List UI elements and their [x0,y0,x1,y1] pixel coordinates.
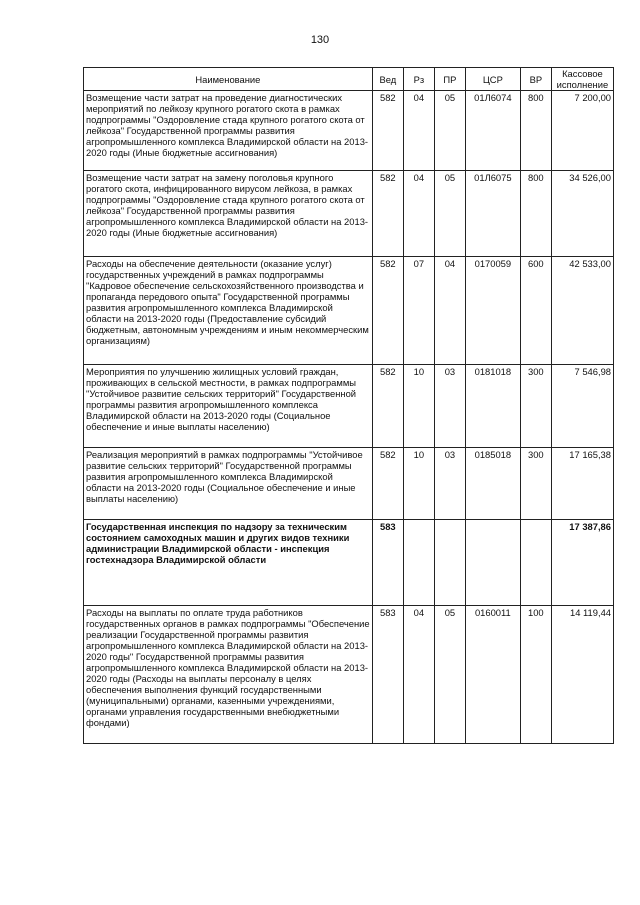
row-name: Расходы на выплаты по оплате труда работников государственных органов в рамках подпрограммы "Обеспечение реализации Государственной программы развития агропромышленного комплекса Владимирской области на 2013-2020 годы" Государственной программы развития агропромышленного комплекса Владимирской области на 2013-2020 годы (Расходы на выплаты персоналу в целях обеспечения выполнения функций государственными (муниципальными) органами, казенными учреждениями, органами управления государственными внебюджетными фондами) [84,606,373,744]
table-row [84,448,614,520]
row-ved: 582 [372,171,403,257]
row-vr: 600 [520,257,551,365]
row-ved: 583 [372,520,403,606]
row-pr: 04 [434,257,465,365]
row-csr: 01Л6074 [465,91,520,171]
row-csr: 0185018 [465,448,520,520]
table-row [84,365,614,448]
page-number: 130 [310,34,330,46]
table-row [84,257,614,365]
row-ved: 582 [372,91,403,171]
table-row [84,171,614,257]
row-rz: 10 [403,365,434,448]
row-pr: 03 [434,365,465,448]
row-name: Возмещение части затрат на проведение диагностических мероприятий по лейкозу крупного рогатого скота в рамках подпрограммы "Оздоровление стада крупного рогатого скота от лейкоза" Государственной программы развития агропромышленного комплекса Владимирской области на 2013-2020 годы (Иные бюджетные ассигнования) [84,91,373,171]
row-name: Возмещение части затрат на замену поголовья крупного рогатого скота, инфицированного вирусом лейкоза, в рамках подпрограммы "Оздоровление стада крупного рогатого скота от лейкоза" Государственной программы развития агропромышленного комплекса Владимирской области на 2013-2020 годы (Иные бюджетные ассигнования) [84,171,373,257]
row-ved: 582 [372,365,403,448]
row-ved: 582 [372,257,403,365]
row-ved: 582 [372,448,403,520]
row-rz [403,520,434,606]
row-rz: 04 [403,606,434,744]
row-rz: 07 [403,257,434,365]
row-vr: 300 [520,365,551,448]
row-rz: 10 [403,448,434,520]
budget-table [83,67,614,744]
header-csr: ЦСР [465,68,520,91]
row-csr: 0170059 [465,257,520,365]
table-row [84,606,614,744]
header-vr: ВР [520,68,551,91]
row-rz: 04 [403,171,434,257]
row-kas: 7 200,00 [551,91,613,171]
row-csr: 0181018 [465,365,520,448]
row-kas: 34 526,00 [551,171,613,257]
table-row [84,91,614,171]
row-kas: 17 387,86 [551,520,613,606]
row-pr [434,520,465,606]
header-pr: ПР [434,68,465,91]
header-ved: Вед [372,68,403,91]
row-kas: 7 546,98 [551,365,613,448]
row-ved: 583 [372,606,403,744]
section-name: Государственная инспекция по надзору за техническим состоянием самоходных машин и других видов техники администрации Владимирской области - инспекция гостехнадзора Владимирской области [84,520,373,606]
row-kas: 17 165,38 [551,448,613,520]
row-kas: 14 119,44 [551,606,613,744]
table-row-section [84,520,614,606]
row-csr: 0160011 [465,606,520,744]
row-name: Реализация мероприятий в рамках подпрограммы "Устойчивое развитие сельских территорий" Государственной программы развития агропромышленного комплекса Владимирской области на 2013-2020 годы (Социальное обеспечение и иные выплаты населению) [84,448,373,520]
table-header-row [84,68,614,91]
row-name: Расходы на обеспечение деятельности (оказание услуг) государственных учреждений в рамках подпрограммы "Кадровое обеспечение сельскохозяйственного производства и пропаганда передового опыта" Государственной программы развития агропромышленного комплекса Владимирской области на 2013-2020 годы (Предоставление субсидий бюджетным, автономным учреждениям и иным некоммерческим организациям) [84,257,373,365]
row-kas: 42 533,00 [551,257,613,365]
row-vr: 800 [520,171,551,257]
row-csr: 01Л6075 [465,171,520,257]
header-rz: Рз [403,68,434,91]
row-pr: 05 [434,606,465,744]
header-kas: Кассовое исполнение [551,68,613,91]
row-vr [520,520,551,606]
row-name: Мероприятия по улучшению жилищных условий граждан, проживающих в сельской местности, в рамках подпрограммы "Устойчивое развитие сельских территорий" Государственной программы развития агропромышленного комплекса Владимирской области на 2013-2020 годы (Социальное обеспечение и иные выплаты населению) [84,365,373,448]
header-name: Наименование [84,68,373,91]
row-vr: 100 [520,606,551,744]
row-vr: 800 [520,91,551,171]
row-rz: 04 [403,91,434,171]
row-csr [465,520,520,606]
row-vr: 300 [520,448,551,520]
row-pr: 03 [434,448,465,520]
row-pr: 05 [434,91,465,171]
row-pr: 05 [434,171,465,257]
